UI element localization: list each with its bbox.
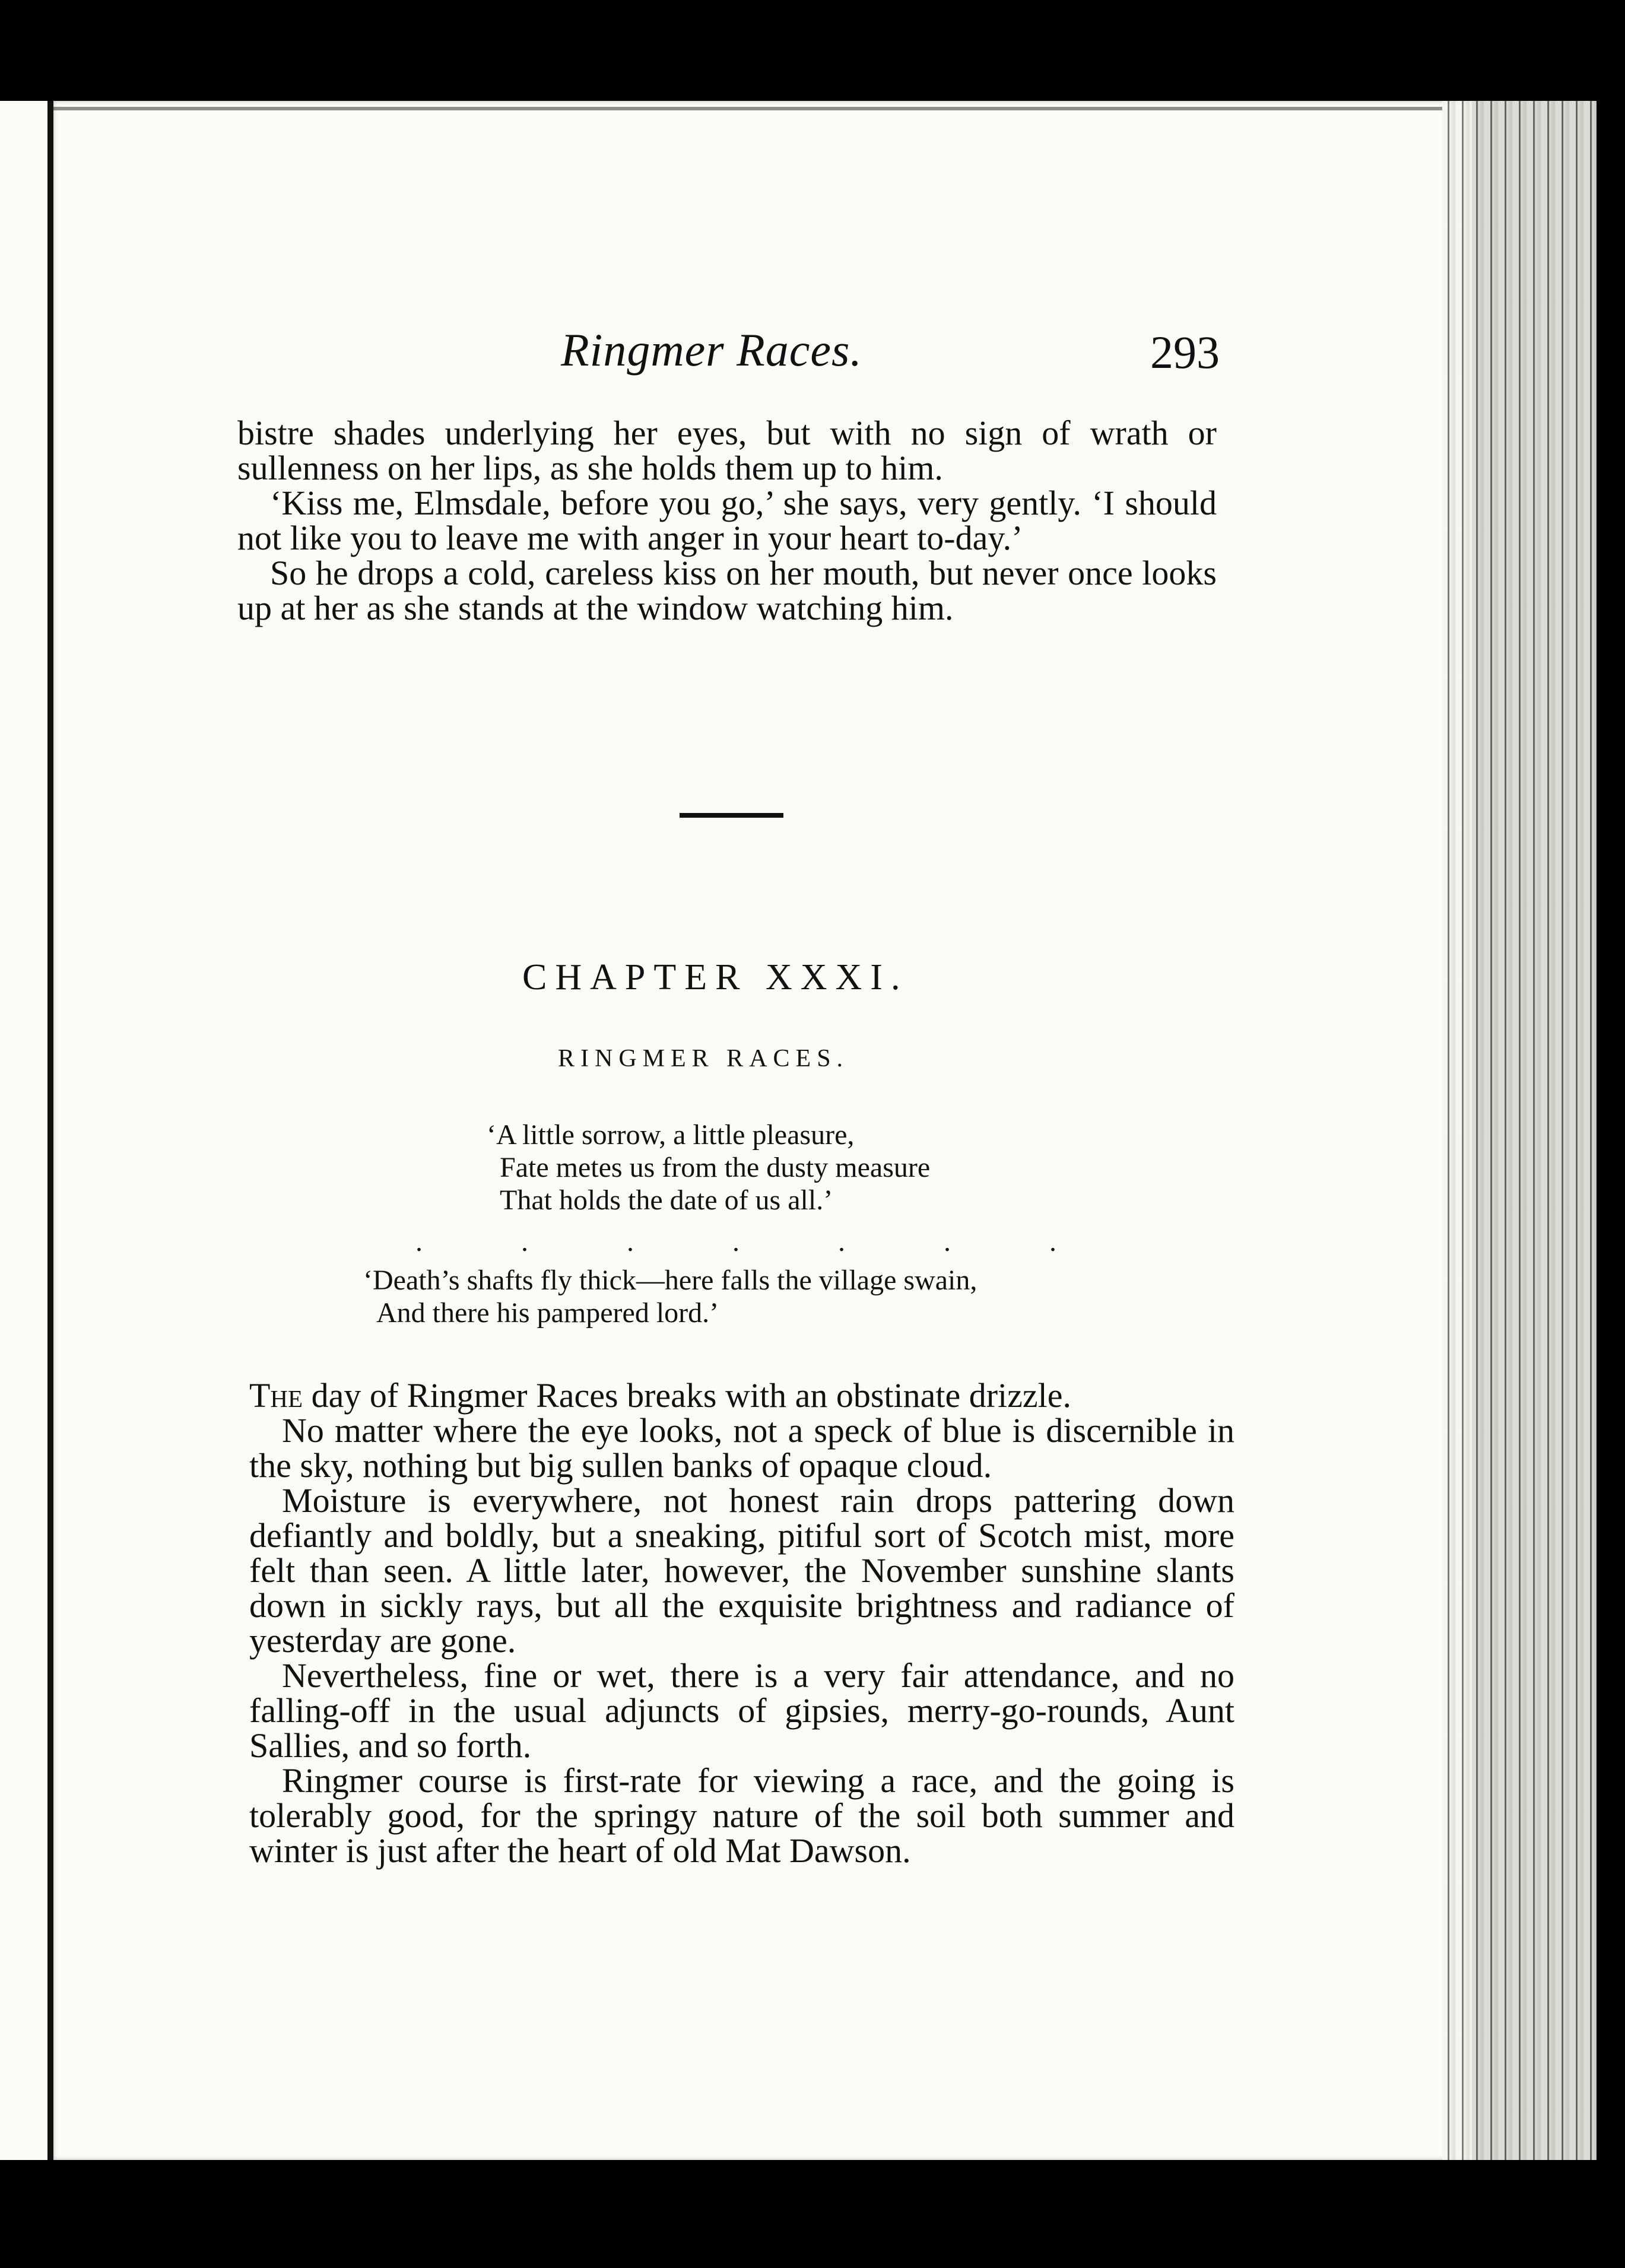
running-title: Ringmer Races. [561,324,862,376]
epigraph-line: ‘A little sorrow, a little pleasure, [487,1119,855,1151]
dot: . [521,1226,528,1257]
opening-text: day of Ringmer Races breaks with an obstinate drizzle. [303,1376,1072,1415]
epigraph-line: Fate metes us from the dusty measure [500,1152,931,1183]
paragraph: Moisture is everywhere, not honest rain drops pattering down defiantly and boldly, but a sneaking, pitiful sort of Scotch mist, more felt than seen. A little later, however, the November sunshine slants down in sickly rays, but all the exquisite brightness and radiance of yesterday are gone. [249,1481,1234,1660]
dot: . [627,1226,634,1257]
opening-paragraph [249,1378,1234,1413]
paragraph: So he drops a cold, careless kiss on her mouth, but never once looks up at her as she stands at the window watching him. [237,554,1217,627]
section-divider [680,813,783,818]
main-text-block [249,1378,1234,1868]
running-header [240,323,1220,389]
paragraph: Ringmer course is first-rate for viewing a race, and the going is tolerably good, for the springy nature of the soil both summer and winter is just after the heart of old Mat Dawson. [249,1761,1234,1870]
paragraph: ‘Kiss me, Elmsdale, before you go,’ she says, very gently. ‘I should not like you to leave me with anger in your heart to-day.’ [237,484,1217,557]
chapter-subtitle: RINGMER RACES. [558,1045,849,1072]
paragraph: Nevertheless, fine or wet, there is a very fair attendance, and no falling-off in the usual adjuncts of gipsies, merry-go-rounds, Aunt Sallies, and so forth. [249,1656,1234,1765]
dot: . [415,1226,423,1257]
epigraph-line: And there his pampered lord.’ [376,1297,719,1329]
dot: . [944,1226,951,1257]
top-text-block [237,415,1217,625]
dot: . [838,1226,845,1257]
page-fore-edge [1442,101,1597,2160]
epigraph-line: ‘Death’s shafts fly thick—here falls the village swain, [363,1265,977,1296]
page-number: 293 [1150,326,1220,378]
epigraph-first [487,1119,930,1216]
dot: . [732,1226,739,1257]
opening-word: The [249,1376,303,1415]
epigraph-line: That holds the date of us all.’ [500,1184,833,1216]
ellipsis-dots [415,1225,1056,1258]
paragraph: bistre shades underlying her eyes, but with no sign of wrath or sullenness on her lips, as she holds them up to him. [237,414,1217,487]
page-left-edge [0,101,53,2160]
paragraph: No matter where the eye looks, not a speck of blue is discernible in the sky, nothing but big sullen banks of opaque cloud. [249,1411,1234,1485]
epigraph-second [363,1264,977,1329]
chapter-heading: CHAPTER XXXI. [522,957,909,998]
page-top-edge [53,107,1442,110]
dot: . [1049,1226,1056,1257]
